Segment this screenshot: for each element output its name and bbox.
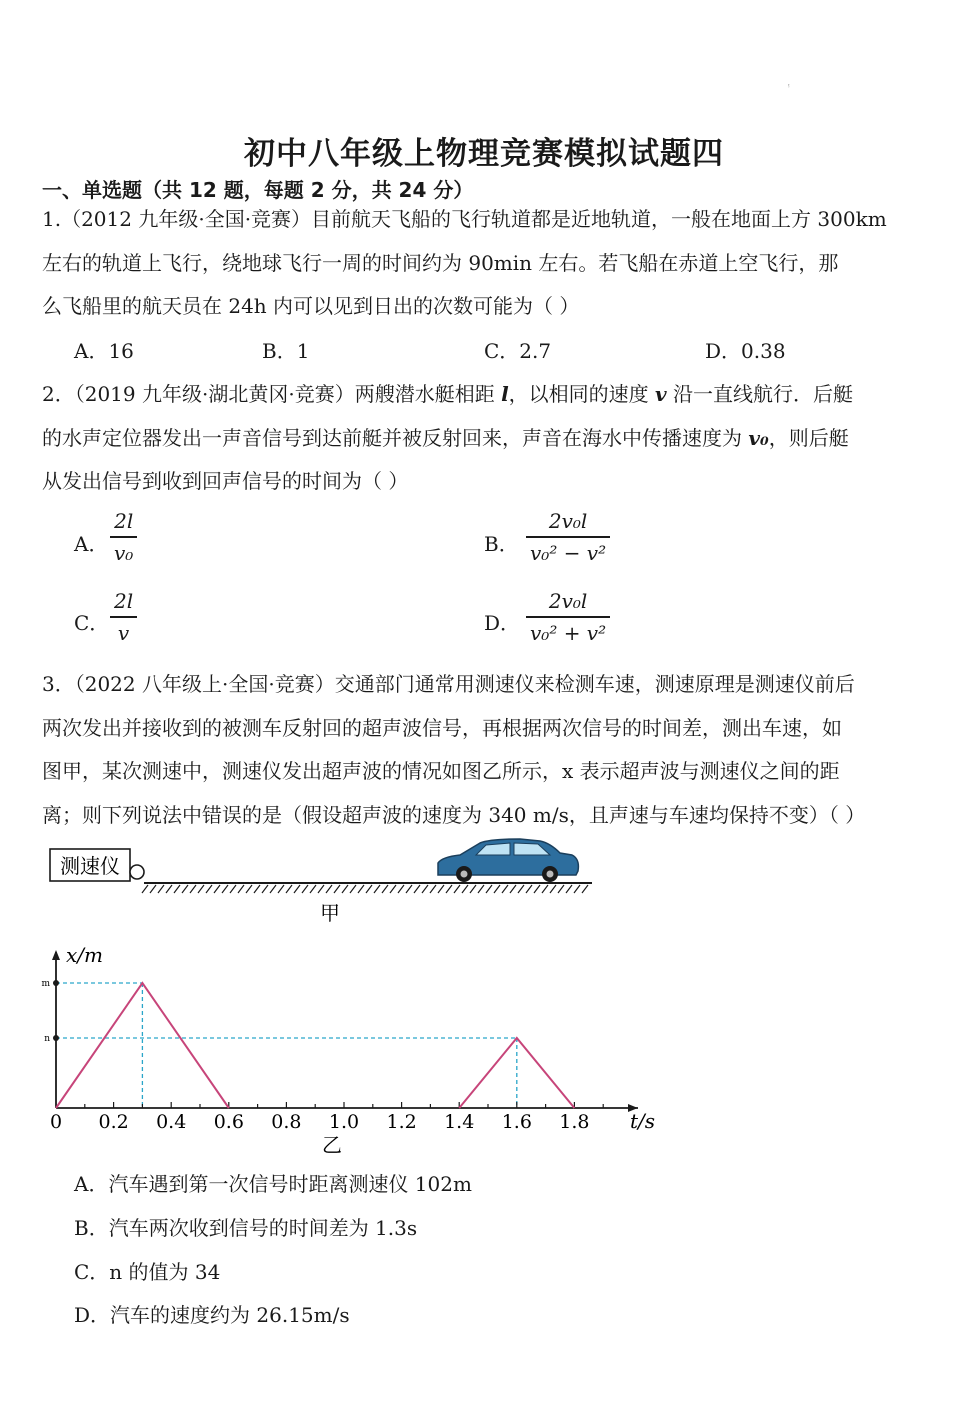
q1-line-1: 1.（2012 九年级·全国·竞赛）目前航天飞船的飞行轨道都是近地轨道，一般在地面上方 300km [42,207,887,231]
hatch-mark [534,885,540,893]
q2-option-d-fraction[interactable] [526,589,610,645]
chart-guides [56,983,517,1108]
x-tick-label: 1.6 [501,1111,532,1133]
figure-a [40,835,600,935]
q2-line-2-b: ，则后艇 [768,426,849,450]
hatch-mark [262,885,268,893]
hatch-mark [582,885,588,893]
q2-option-d-label[interactable]: D． [484,611,521,635]
hatch-mark [158,885,164,893]
hatch-mark [166,885,172,893]
hatch-mark [302,885,308,893]
figure-b-caption: 乙 [322,1133,342,1157]
q2-c-numerator: 2l [114,589,134,613]
car-icon [438,839,578,882]
page-title: 初中八年级上物理竞赛模拟试题四 [244,136,724,172]
hatch-mark [350,885,356,893]
hatch-mark [550,885,556,893]
hatch-mark [430,885,436,893]
q3-line-3: 图甲，某次测速中，测速仪发出超声波的情况如图乙所示，x 表示超声波与测速仪之间的距 [42,759,840,783]
hatch-mark [510,885,516,893]
hatch-mark [486,885,492,893]
hatch-mark [446,885,452,893]
q2-var-v0: v₀ [748,426,769,450]
hatch-mark [454,885,460,893]
q1-option-c[interactable]: C．2.7 [484,339,552,363]
hatch-mark [230,885,236,893]
q3-line-2: 两次发出并接收到的被测车反射回的超声波信号，再根据两次信号的时间差，测出车速，如 [42,716,842,740]
q2-b-numerator: 2v₀l [548,509,588,533]
q2-option-a-label[interactable]: A． [74,532,109,556]
hatch-mark [222,885,228,893]
hatch-mark [374,885,380,893]
q2-d-numerator: 2v₀l [548,589,588,613]
hatch-mark [334,885,340,893]
ground-hatching [142,885,588,893]
hatch-mark [558,885,564,893]
hatch-mark [198,885,204,893]
q1-option-a[interactable]: A．16 [74,339,134,363]
hatch-mark [342,885,348,893]
x-tick-label: 1.2 [386,1111,417,1133]
hatch-mark [310,885,316,893]
y-level-dot [53,1035,59,1041]
hatch-mark [190,885,196,893]
hatch-mark [278,885,284,893]
chart-labels [41,943,655,1157]
hatch-mark [286,885,292,893]
q2-c-denominator: v [117,620,130,645]
hatch-mark [526,885,532,893]
hatch-mark [206,885,212,893]
x-tick-label: 0.6 [213,1111,244,1133]
q2-var-v: v [655,382,667,406]
q2-d-denominator: v₀² + v² [530,620,607,645]
hatch-mark [542,885,548,893]
chart-axes [52,950,638,1112]
hatch-mark [414,885,420,893]
hatch-mark [174,885,180,893]
q2-line-3: 从发出信号到收到回声信号的时间为（ ） [42,469,409,493]
hatch-mark [406,885,412,893]
hatch-mark [518,885,524,893]
x-tick-label: 1.0 [328,1111,360,1133]
hatch-mark [294,885,300,893]
y-axis-arrow [52,950,60,960]
q3-line-1: 3．（2022 八年级上·全国·竞赛）交通部门通常用测速仪来检测车速，测速原理是测速仪前后 [42,672,855,696]
hatch-mark [150,885,156,893]
x-axis-label: t/s [630,1109,656,1133]
x-tick-label: 0.4 [156,1111,187,1133]
chart-series [56,983,574,1108]
q1-line-2: 左右的轨道上飞行，绕地球飞行一周的时间约为 90min 左右。若飞船在赤道上空飞行，那 [42,251,839,275]
q1-option-d[interactable]: D．0.38 [705,339,786,363]
figure-b-chart [40,938,660,1158]
q3-line-4: 离；则下列说法中错误的是（假设超声波的速度为 340 m/s，且声速与车速均保持不变）（ ） [42,803,866,827]
hatch-mark [366,885,372,893]
q3-option-a[interactable]: A．汽车遇到第一次信号时距离测速仪 102m [74,1172,472,1196]
y-level-dot [53,980,59,986]
hatch-mark [470,885,476,893]
x-tick-label: 0 [49,1111,63,1133]
hatch-mark [142,885,148,893]
q2-line-1 [42,378,853,407]
hatch-mark [422,885,428,893]
q2-option-c-label[interactable]: C． [74,611,110,635]
y-tick-label: n [44,1034,50,1044]
y-axis-label: x/m [66,943,103,967]
hatch-mark [390,885,396,893]
q2-line-1-b: ，以相同的速度 [508,382,656,406]
q3-option-c[interactable]: C．n 的值为 34 [74,1260,221,1284]
q2-option-a-fraction[interactable] [110,509,137,565]
q3-option-b[interactable]: B．汽车两次收到信号的时间差为 1.3s [74,1216,418,1240]
hatch-mark [358,885,364,893]
hatch-mark [382,885,388,893]
x-tick-label: 0.2 [98,1111,129,1133]
hatch-mark [438,885,444,893]
hatch-mark [254,885,260,893]
hatch-mark [502,885,508,893]
hatch-mark [238,885,244,893]
hatch-mark [462,885,468,893]
speed-meter-label: 测速仪 [60,854,120,878]
x-tick-label: 1.4 [444,1111,475,1133]
hatch-mark [270,885,276,893]
q2-line-2-a: 的水声定位器发出一声音信号到达前艇并被反射回来，声音在海水中传播速度为 [42,426,749,450]
page-mark: ᵎ [788,82,790,91]
hatch-mark [494,885,500,893]
q1-option-b[interactable]: B．1 [262,339,310,363]
x-tick-label: 0.8 [271,1111,302,1133]
x-tick-label: 1.8 [559,1111,590,1133]
q3-option-d[interactable]: D．汽车的速度约为 26.15m/s [74,1303,350,1327]
hatch-mark [214,885,220,893]
q2-var-l: l [501,382,509,406]
q2-a-numerator: 2l [114,509,134,533]
hatch-mark [478,885,484,893]
sensor-icon [130,865,144,879]
hatch-mark [318,885,324,893]
q2-a-denominator: v₀ [114,540,134,565]
q1-line-3: 么飞船里的航天员在 24h 内可以见到日出的次数可能为（ ） [42,294,580,318]
y-tick-label: m [41,979,50,989]
hatch-mark [398,885,404,893]
hatch-mark [566,885,572,893]
hatch-mark [246,885,252,893]
hatch-mark [182,885,188,893]
q2-option-b-fraction[interactable] [526,509,610,565]
q2-line-1-a: 2．（2019 九年级·湖北黄冈·竞赛）两艘潜水艇相距 [42,382,502,406]
figure-a-caption: 甲 [320,901,340,925]
q2-option-c-fraction[interactable] [110,589,137,645]
q2-line-2 [42,422,849,451]
hatch-mark [574,885,580,893]
section-heading: 一、单选题（共 12 题，每题 2 分，共 24 分） [42,178,474,202]
q2-option-b-label[interactable]: B． [484,532,519,556]
q2-line-1-c: 沿一直线航行．后艇 [666,382,854,406]
q2-b-denominator: v₀² − v² [530,540,607,565]
hatch-mark [326,885,332,893]
